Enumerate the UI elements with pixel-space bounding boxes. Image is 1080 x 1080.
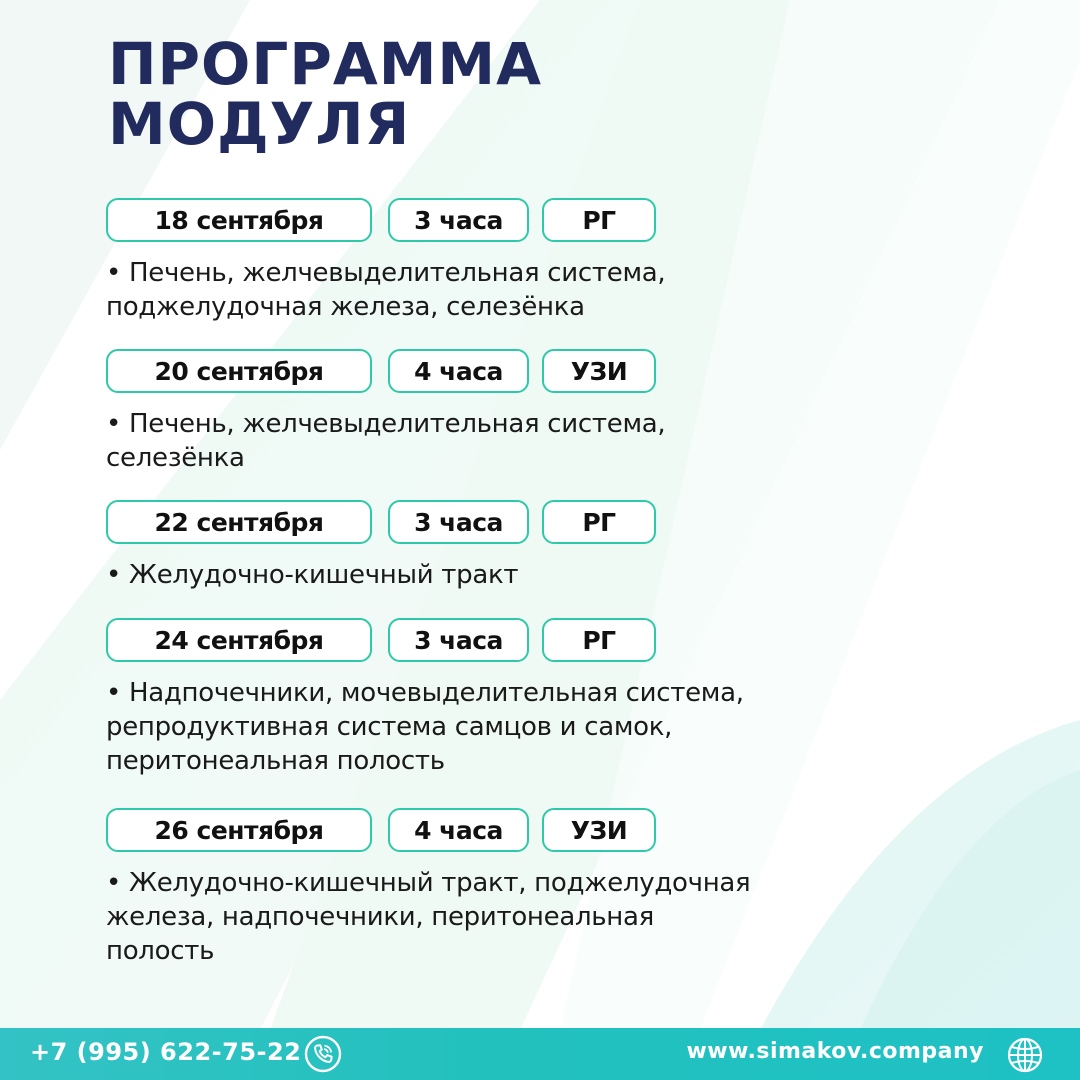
type-chip: УЗИ (542, 349, 656, 393)
date-chip: 20 сентября (106, 349, 372, 393)
date-chip: 22 сентября (106, 500, 372, 544)
type-chip: РГ (542, 198, 656, 242)
schedule-item (106, 618, 866, 778)
phone-icon[interactable] (304, 1035, 342, 1073)
date-chip: 26 сентября (106, 808, 372, 852)
duration-chip: 4 часа (388, 808, 529, 852)
website-link[interactable]: www.simakov.company (686, 1039, 984, 1064)
schedule-chips (106, 618, 866, 666)
globe-icon[interactable] (1006, 1036, 1044, 1074)
description-line: • Желудочно-кишечный тракт, поджелудочная (106, 868, 751, 898)
schedule-chips (106, 349, 866, 397)
description-line: перитонеальная полость (106, 746, 445, 776)
phone-number-link[interactable]: +7 (995) 622-75-22 (30, 1038, 302, 1066)
date-chip: 24 сентября (106, 618, 372, 662)
schedule-item (106, 808, 866, 968)
title-line-1: ПРОГРАММА (108, 30, 543, 98)
type-chip: РГ (542, 500, 656, 544)
type-chip: РГ (542, 618, 656, 662)
schedule-description (106, 676, 866, 778)
schedule-description (106, 407, 866, 475)
schedule-description (106, 866, 866, 968)
date-chip: 18 сентября (106, 198, 372, 242)
description-line: полость (106, 936, 215, 966)
schedule-chips (106, 808, 866, 856)
description-line: • Надпочечники, мочевыделительная система, (106, 678, 744, 708)
schedule-item (106, 198, 866, 324)
description-line: репродуктивная система самцов и самок, (106, 712, 673, 742)
contact-footer (0, 1028, 1080, 1080)
description-line: поджелудочная железа, селезёнка (106, 292, 585, 322)
type-chip: УЗИ (542, 808, 656, 852)
title-line-2: МОДУЛЯ (108, 90, 411, 158)
schedule-description (106, 256, 866, 324)
description-line: • Печень, желчевыделительная система, (106, 258, 666, 288)
description-line: • Желудочно-кишечный тракт (106, 560, 519, 590)
schedule-description (106, 558, 866, 592)
duration-chip: 3 часа (388, 198, 529, 242)
schedule-chips (106, 500, 866, 548)
page-title (108, 30, 543, 158)
description-line: селезёнка (106, 443, 245, 473)
duration-chip: 3 часа (388, 618, 529, 662)
duration-chip: 3 часа (388, 500, 529, 544)
description-line: • Печень, желчевыделительная система, (106, 409, 666, 439)
schedule-item (106, 500, 866, 592)
duration-chip: 4 часа (388, 349, 529, 393)
schedule-item (106, 349, 866, 475)
schedule-chips (106, 198, 866, 246)
description-line: железа, надпочечники, перитонеальная (106, 902, 654, 932)
